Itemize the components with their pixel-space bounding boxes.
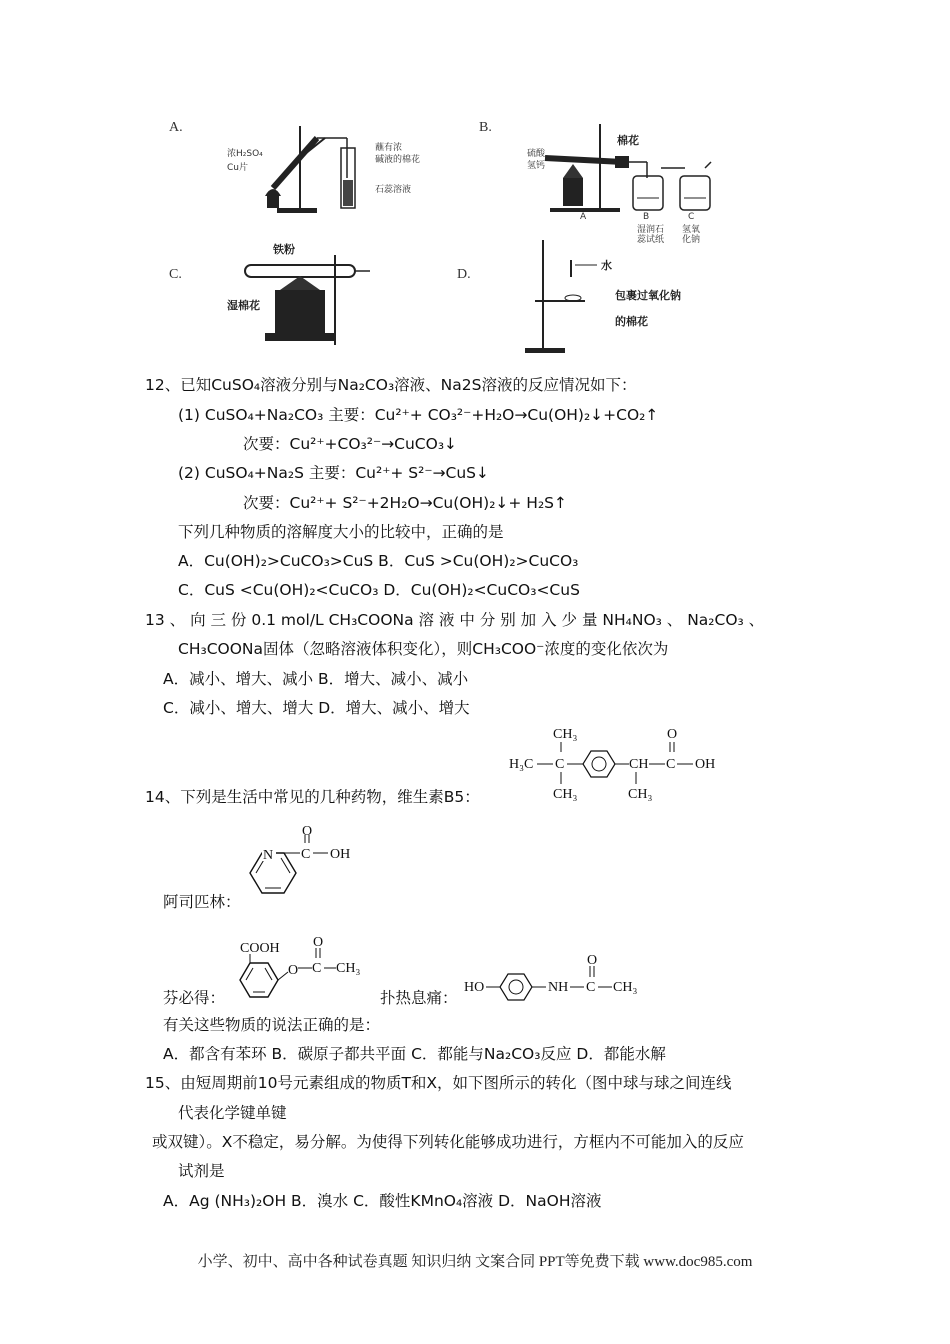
vb5-ch3-top: CH₃: [553, 727, 578, 742]
note-alkali-1: 蘸有浓: [375, 143, 403, 153]
figure-d-label: D.: [457, 267, 471, 282]
q14-stem: 14、下列是生活中常见的几种药物，维生素B5：: [145, 788, 480, 806]
pure-ch3: CH₃: [613, 980, 638, 995]
note-na2o2-2: 的棉花: [615, 315, 648, 328]
q13-line1: 13 、 向 三 份 0.1 mol/L CH₃COONa 溶 液 中 分 别 加 入 少 量 NH₄NO₃ 、 Na₂CO₃ 、: [145, 611, 765, 629]
fenbide-cooh: COOH: [240, 941, 280, 956]
fenbide-o: O: [288, 963, 299, 978]
pure-o: O: [587, 953, 598, 968]
aspirin-oh: OH: [330, 847, 351, 862]
note-naoh-2: 化钠: [682, 235, 701, 245]
vb5-ch3-side: CH₃: [628, 787, 653, 802]
q15-line3: 或双键）。X不稳定，易分解。为使得下列转化能够成功进行，方框内不可能加入的反应: [152, 1133, 744, 1151]
note-cu-piece: Cu片: [227, 163, 248, 173]
q14-pureixitong-label: 扑热息痛：: [380, 989, 458, 1007]
q14-fenbide-label: 芬必得：: [163, 989, 226, 1007]
figure-d: [455, 235, 695, 355]
figure-b: [475, 118, 735, 243]
q12-r2-main: (2) CuSO₄+Na₂S 主要：Cu²⁺+ S²⁻→CuS↓: [178, 464, 489, 482]
figure-c-label: C.: [169, 267, 182, 282]
note-iron-powder: 铁粉: [273, 243, 295, 256]
vb5-c-central: C: [555, 757, 565, 772]
aspirin-n: N: [263, 848, 274, 863]
vb5-c-carbonyl: C: [666, 757, 676, 772]
q12-r2-minor: 次要：Cu²⁺+ S²⁻+2H₂O→Cu(OH)₂↓+ H₂S↑: [243, 494, 568, 512]
note-wet-cotton: 湿棉花: [227, 299, 260, 312]
note-water: 水: [601, 259, 612, 272]
pure-c: C: [586, 980, 596, 995]
note-acid: 硫酸: [527, 149, 546, 159]
vb5-o: O: [667, 727, 678, 742]
note-b: B: [643, 212, 650, 222]
structure-fenbide: [232, 930, 367, 1005]
note-calcium: 氢钙: [527, 161, 546, 171]
q15-options: A．Ag (NH₃)₂OH B．溴水 C．酸性KMnO₄溶液 D．NaOH溶液: [163, 1192, 602, 1210]
aspirin-o: O: [302, 825, 313, 839]
figure-a: [165, 118, 421, 218]
q12-question: 下列几种物质的溶解度大小的比较中，正确的是: [178, 523, 504, 541]
vb5-ch3-bottom: CH₃: [553, 787, 578, 802]
fenbide-o-top: O: [313, 935, 324, 950]
pure-ho: HO: [464, 980, 485, 995]
fenbide-ch3: CH₃: [336, 961, 361, 976]
structure-pureixitong: [462, 950, 652, 1005]
note-a: A: [580, 212, 587, 222]
vb5-oh: OH: [695, 757, 716, 772]
apparatus-a-drawing: [165, 118, 415, 218]
q15-line1: 15、由短周期前10号元素组成的物质T和X，如下图所示的转化（图中球与球之间连线: [145, 1074, 732, 1092]
q12-options-cd: C．CuS <Cu(OH)₂<CuCO₃ D．Cu(OH)₂<CuCO₃<CuS: [178, 581, 580, 599]
note-litmus: 石蕊溶液: [375, 185, 412, 195]
note-wet-2: 蕊试纸: [637, 235, 665, 245]
note-cotton: 棉花: [617, 134, 639, 147]
note-na2o2-1: 包裹过氧化钠: [615, 289, 681, 302]
q12-r1-minor: 次要：Cu²⁺+CO₃²⁻→CuCO₃↓: [243, 435, 458, 453]
note-wet-1: 湿润石: [637, 225, 665, 235]
figure-b-label: B.: [479, 120, 492, 135]
q13-options-ab: A．减小、增大、减小 B．增大、减小、减小: [163, 670, 469, 688]
vb5-ch: CH: [629, 757, 649, 772]
q13-options-cd: C．减小、增大、增大 D．增大、减小、增大: [163, 699, 470, 717]
vb5-h3c: H₃C: [509, 757, 534, 772]
aspirin-c: C: [301, 847, 311, 862]
footer-watermark: 小学、初中、高中各种试卷真题 知识归纳 文案合同 PPT等免费下载 www.doc985.com: [197, 1254, 753, 1270]
pure-nh: NH: [548, 980, 569, 995]
q13-line2: CH₃COONa固体（忽略溶液体积变化），则CH₃COO⁻浓度的变化依次为: [178, 640, 669, 658]
note-conc-h2so4: 浓H₂SO₄: [227, 149, 263, 159]
q12-r1-main: (1) CuSO₄+Na₂CO₃ 主要：Cu²⁺+ CO₃²⁻+H₂O→Cu(OH)₂↓+CO₂↑: [178, 406, 659, 424]
q12-stem: 12、已知CuSO₄溶液分别与Na₂CO₃溶液、Na2S溶液的反应情况如下：: [145, 376, 637, 394]
q14-aspirin-label: 阿司匹林：: [163, 893, 241, 911]
note-c: C: [688, 212, 695, 222]
note-naoh-1: 氢氧: [682, 225, 701, 235]
note-alkali-2: 碱液的棉花: [375, 155, 421, 165]
q12-options-ab: A．Cu(OH)₂>CuCO₃>CuS B．CuS >Cu(OH)₂>CuCO₃: [178, 552, 579, 570]
q14-question: 有关这些物质的说法正确的是：: [163, 1016, 381, 1034]
q14-options: A．都含有苯环 B．碳原子都共平面 C．都能与Na₂CO₃反应 D．都能水解: [163, 1045, 666, 1063]
fenbide-c: C: [312, 961, 322, 976]
q15-line2: 代表化学键单键: [178, 1104, 287, 1122]
figure-a-label: A.: [169, 120, 183, 135]
q15-line4: 试剂是: [178, 1162, 225, 1180]
figure-c: [165, 235, 395, 355]
structure-aspirin: [240, 825, 370, 905]
structure-vitamin-b5: [505, 722, 725, 804]
